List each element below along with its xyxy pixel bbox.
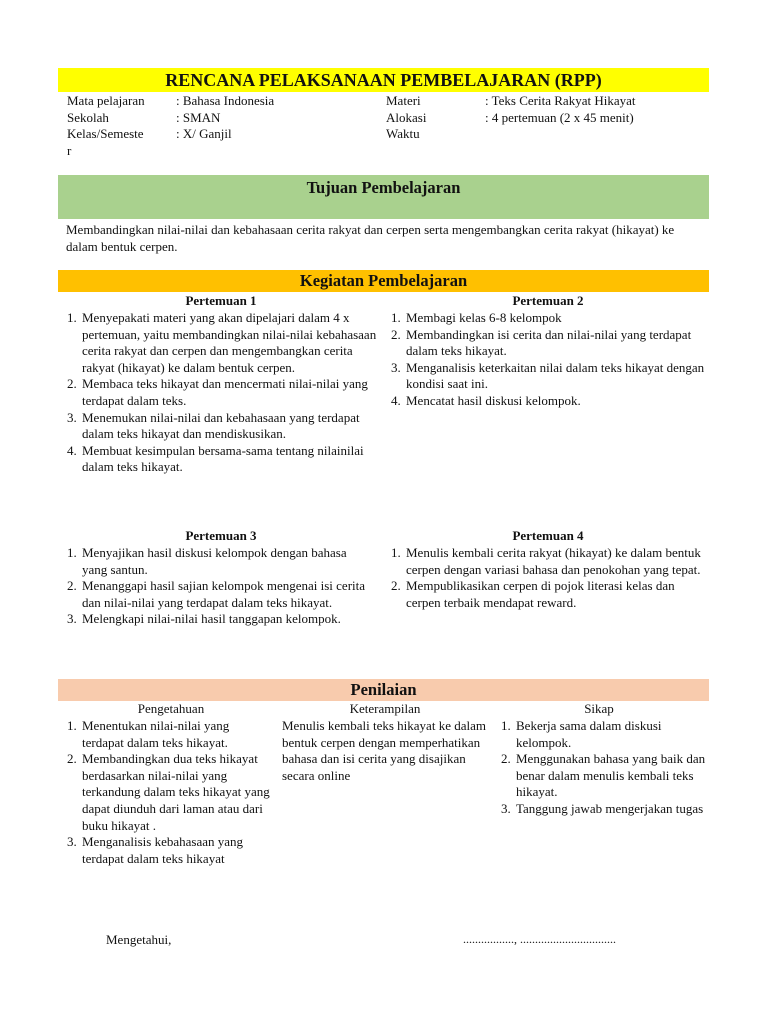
info-label-materi: Materi [386,93,421,108]
kegiatan-heading-band [58,270,709,292]
document-title-band [58,68,709,92]
tujuan-heading-band [58,175,709,219]
list-item: 1. Menyepakati materi yang akan dipelajari dalam 4 x pertemuan, yaitu membandingkan nilai-nilai kebahasaan cerita rakyat dan cerpen dan mengembangkan cerita rakyat (hikayat) ke dalam bentuk cerpen. [80,310,380,376]
pertemuan-1-items [54,310,380,476]
footer-place-date: ................., ................................ [463,932,616,946]
list-item: 2. Menggunakan bahasa yang baik dan benar dalam menulis kembali teks hikayat. [514,751,706,801]
pengetahuan-items [54,718,272,867]
footer-mengetahui: Mengetahui, [106,932,172,947]
document-title: RENCANA PELAKSANAAN PEMBELAJARAN (RPP) [165,70,602,90]
info-value-materi: : Teks Cerita Rakyat Hikayat [485,93,636,108]
list-item: 1. Membagi kelas 6-8 kelompok [404,310,706,327]
info-value-sekolah: : SMAN [176,109,221,125]
list-item: 4. Mencatat hasil diskusi kelompok. [404,393,706,410]
info-right-labels [386,93,426,143]
pertemuan-4-title: Pertemuan 4 [512,528,584,543]
list-item: 3. Melengkapi nilai-nilai hasil tanggapan kelompok. [80,611,370,628]
info-label-mapel: Mata pelajaran [67,93,145,108]
penilaian-heading: Penilaian [350,680,417,699]
list-item: 1. Menentukan nilai-nilai yang terdapat dalam teks hikayat. [80,718,272,751]
info-left-labels [67,93,145,159]
list-item: 2. Membaca teks hikayat dan mencermati nilai-nilai yang terdapat dalam teks. [80,376,380,409]
keterampilan-text: Menulis kembali teks hikayat ke dalam bentuk cerpen dengan memperhatikan bahasa dan isi cerita yang disajikan secara online [282,718,486,783]
kegiatan-heading: Kegiatan Pembelajaran [299,271,468,290]
pertemuan-4-items [378,545,706,611]
pertemuan-3-list [54,545,370,628]
info-label-kelas: Kelas/Semeste [67,126,144,141]
info-label-waktu: Waktu [386,126,420,141]
pengetahuan-list [54,718,272,867]
list-item: 3. Menganalisis keterkaitan nilai dalam teks hikayat dengan kondisi saat ini. [404,360,706,393]
info-left-values [176,93,274,143]
tujuan-heading: Tujuan Pembelajaran [306,178,461,197]
pertemuan-2-title: Pertemuan 2 [512,293,584,308]
list-item: 1. Menyajikan hasil diskusi kelompok dengan bahasa yang santun. [80,545,370,578]
list-item: 4. Membuat kesimpulan bersama-sama tentang nilainilai dalam teks hikayat. [80,443,380,476]
pertemuan-2-list [378,310,706,410]
pertemuan-1-title: Pertemuan 1 [185,293,257,308]
list-item: 2. Membandingkan dua teks hikayat berdasarkan nilai-nilai yang terkandung dalam teks hikayat yang dapat diunduh dari laman atau dari buku hikayat . [80,751,272,834]
pertemuan-4-list [378,545,706,611]
info-value-kelas: : X/ Ganjil [176,126,232,141]
info-value-mapel: : Bahasa Indonesia [176,93,275,108]
pertemuan-3-items [54,545,370,628]
list-item: 3. Tanggung jawab mengerjakan tugas [514,801,706,818]
tujuan-text: Membandingkan nilai-nilai dan kebahasaan cerita rakyat dan cerpen serta mengembangkan cerita rakyat (hikayat) ke dalam bentuk cerpen. [66,222,675,254]
list-item: 1. Bekerja sama dalam diskusi kelompok. [514,718,706,751]
sikap-list [488,718,706,818]
list-item: 2. Mempublikasikan cerpen di pojok literasi kelas dan cerpen terbaik mendapat reward. [404,578,706,611]
list-item: 2. Membandingkan isi cerita dan nilai-nilai yang terdapat dalam teks hikayat. [404,327,706,360]
keterampilan-title: Keterampilan [349,701,421,716]
penilaian-heading-band [58,679,709,701]
info-label-sekolah: Sekolah [67,109,109,125]
list-item: 3. Menemukan nilai-nilai dan kebahasaan yang terdapat dalam teks hikayat dan mendiskusikan. [80,410,380,443]
pertemuan-2-items [378,310,706,410]
info-right-values [485,93,635,126]
list-item: 3. Menganalisis kebahasaan yang terdapat dalam teks hikayat [80,834,272,867]
pertemuan-1-list [54,310,380,476]
sikap-items [488,718,706,818]
pengetahuan-title: Pengetahuan [137,701,205,716]
list-item: 2. Menanggapi hasil sajian kelompok mengenai isi cerita dan nilai-nilai yang terdapat dalam teks hikayat. [80,578,370,611]
sikap-title: Sikap [584,701,614,716]
list-item: 1. Menulis kembali cerita rakyat (hikayat) ke dalam bentuk cerpen dengan variasi bahasa dan penokohan yang tepat. [404,545,706,578]
info-value-alokasi: : 4 pertemuan (2 x 45 menit) [485,109,634,125]
info-label-alokasi: Alokasi [386,109,427,125]
pertemuan-3-title: Pertemuan 3 [185,528,257,543]
info-label-kelas-wrap: r [67,142,72,158]
